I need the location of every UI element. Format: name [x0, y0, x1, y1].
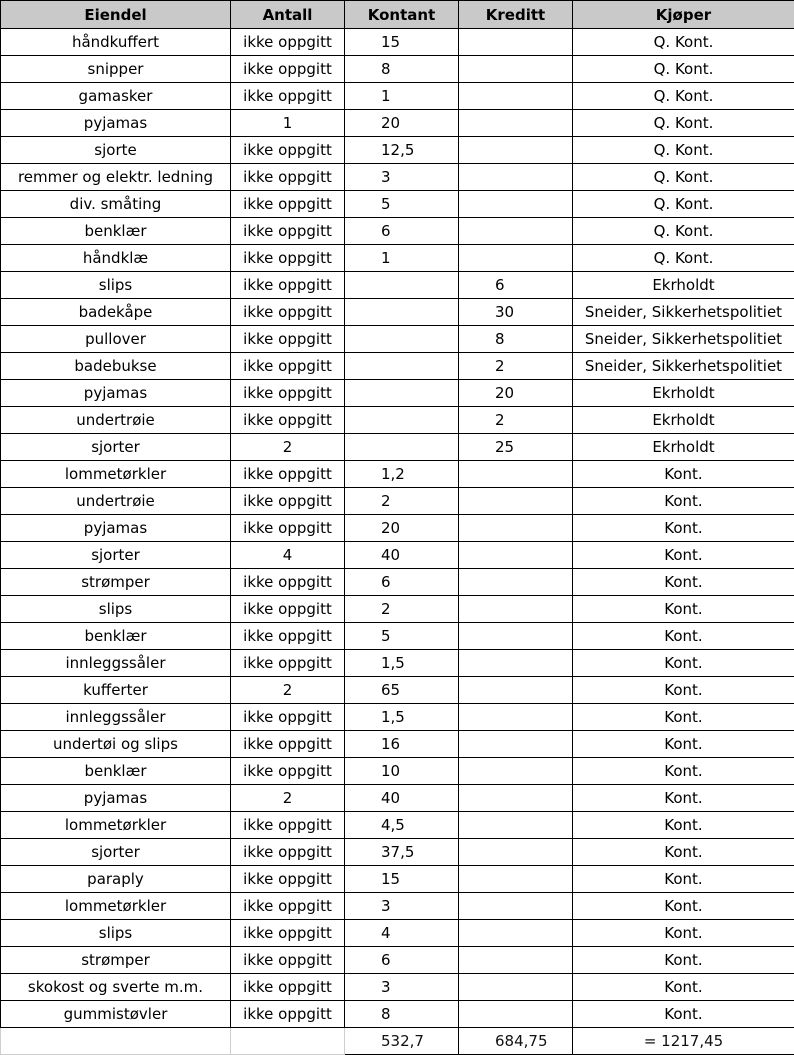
cell-antall: ikke oppgitt — [231, 623, 345, 650]
cell-kontant: 8 — [345, 1001, 459, 1028]
cell-antall: ikke oppgitt — [231, 461, 345, 488]
cell-antall: ikke oppgitt — [231, 704, 345, 731]
cell-antall: ikke oppgitt — [231, 272, 345, 299]
table-row — [1, 164, 794, 191]
cell-kontant: 4,5 — [345, 812, 459, 839]
cell-kjoper: Q. Kont. — [573, 245, 794, 272]
cell-kontant: 6 — [345, 569, 459, 596]
cell-kjoper: Kont. — [573, 596, 794, 623]
cell-eiendel: skokost og sverte m.m. — [1, 974, 231, 1001]
cell-antall: ikke oppgitt — [231, 164, 345, 191]
table-row — [1, 920, 794, 947]
table-row — [1, 218, 794, 245]
cell-antall: ikke oppgitt — [231, 974, 345, 1001]
cell-kreditt: 6 — [459, 272, 573, 299]
cell-kjoper: Q. Kont. — [573, 83, 794, 110]
cell-kjoper: Q. Kont. — [573, 110, 794, 137]
table-row — [1, 569, 794, 596]
table-row — [1, 704, 794, 731]
table-row — [1, 326, 794, 353]
cell-kreditt: 30 — [459, 299, 573, 326]
cell-antall: ikke oppgitt — [231, 488, 345, 515]
cell-antall: ikke oppgitt — [231, 650, 345, 677]
cell-eiendel: lommetørkler — [1, 812, 231, 839]
cell-kreditt — [459, 488, 573, 515]
cell-antall: ikke oppgitt — [231, 839, 345, 866]
cell-eiendel: håndklæ — [1, 245, 231, 272]
cell-kjoper: Kont. — [573, 731, 794, 758]
cell-antall: ikke oppgitt — [231, 515, 345, 542]
cell-kontant — [345, 380, 459, 407]
table-row — [1, 353, 794, 380]
cell-kontant: 40 — [345, 542, 459, 569]
table-row — [1, 272, 794, 299]
cell-antall: 4 — [231, 542, 345, 569]
cell-kontant: 8 — [345, 56, 459, 83]
cell-kreditt: 8 — [459, 326, 573, 353]
cell-kreditt — [459, 920, 573, 947]
table-row — [1, 245, 794, 272]
cell-kontant: 15 — [345, 866, 459, 893]
table-row — [1, 677, 794, 704]
cell-kreditt — [459, 29, 573, 56]
cell-antall: ikke oppgitt — [231, 353, 345, 380]
table-row — [1, 866, 794, 893]
cell-kreditt — [459, 137, 573, 164]
cell-kreditt — [459, 83, 573, 110]
table-row — [1, 785, 794, 812]
cell-kontant: 3 — [345, 974, 459, 1001]
cell-antall: 2 — [231, 434, 345, 461]
cell-antall: ikke oppgitt — [231, 920, 345, 947]
cell-kjoper: Q. Kont. — [573, 218, 794, 245]
table-row — [1, 893, 794, 920]
cell-eiendel: sjorter — [1, 434, 231, 461]
cell-kjoper: Ekrholdt — [573, 380, 794, 407]
cell-kontant — [345, 299, 459, 326]
cell-kjoper: Sneider, Sikkerhetspolitiet — [573, 299, 794, 326]
cell-antall: ikke oppgitt — [231, 893, 345, 920]
cell-kreditt — [459, 704, 573, 731]
cell-kjoper: Kont. — [573, 920, 794, 947]
cell-eiendel: benklær — [1, 623, 231, 650]
cell-kreditt: 20 — [459, 380, 573, 407]
grand-total: = 1217,45 — [573, 1028, 794, 1055]
cell-eiendel: badebukse — [1, 353, 231, 380]
cell-kreditt — [459, 1001, 573, 1028]
table-row — [1, 29, 794, 56]
cell-antall: ikke oppgitt — [231, 866, 345, 893]
cell-kreditt — [459, 164, 573, 191]
cell-kontant: 5 — [345, 191, 459, 218]
cell-kontant — [345, 407, 459, 434]
cell-kjoper: Sneider, Sikkerhetspolitiet — [573, 326, 794, 353]
cell-kontant: 12,5 — [345, 137, 459, 164]
cell-kjoper: Kont. — [573, 974, 794, 1001]
cell-antall: 2 — [231, 785, 345, 812]
total-kontant: 532,7 — [345, 1028, 459, 1055]
cell-antall: ikke oppgitt — [231, 245, 345, 272]
table-row — [1, 812, 794, 839]
header-kontant: Kontant — [345, 1, 459, 29]
cell-eiendel: sjorte — [1, 137, 231, 164]
totals-empty-cell — [1, 1028, 231, 1055]
cell-kjoper: Kont. — [573, 623, 794, 650]
cell-antall: ikke oppgitt — [231, 218, 345, 245]
table-row — [1, 1001, 794, 1028]
cell-kontant: 4 — [345, 920, 459, 947]
cell-eiendel: undertrøie — [1, 407, 231, 434]
cell-kontant: 1,2 — [345, 461, 459, 488]
cell-kreditt — [459, 785, 573, 812]
cell-kreditt — [459, 839, 573, 866]
header-kjoper: Kjøper — [573, 1, 794, 29]
cell-antall: ikke oppgitt — [231, 731, 345, 758]
cell-kontant: 2 — [345, 596, 459, 623]
cell-kreditt — [459, 245, 573, 272]
header-row — [1, 1, 794, 29]
cell-antall: ikke oppgitt — [231, 380, 345, 407]
table-row — [1, 56, 794, 83]
totals-empty-cell — [231, 1028, 345, 1055]
cell-kjoper: Kont. — [573, 866, 794, 893]
cell-antall: ikke oppgitt — [231, 596, 345, 623]
table-row — [1, 461, 794, 488]
cell-kontant: 3 — [345, 893, 459, 920]
cell-eiendel: innleggssåler — [1, 704, 231, 731]
table-row — [1, 974, 794, 1001]
cell-eiendel: paraply — [1, 866, 231, 893]
table-row — [1, 839, 794, 866]
table-row — [1, 299, 794, 326]
table-row — [1, 137, 794, 164]
cell-antall: 2 — [231, 677, 345, 704]
cell-eiendel: div. småting — [1, 191, 231, 218]
cell-kontant — [345, 272, 459, 299]
cell-kontant: 1 — [345, 83, 459, 110]
cell-kreditt — [459, 731, 573, 758]
cell-kreditt — [459, 56, 573, 83]
cell-kreditt — [459, 623, 573, 650]
cell-eiendel: undertrøie — [1, 488, 231, 515]
table-row — [1, 623, 794, 650]
cell-kreditt — [459, 974, 573, 1001]
header-kreditt: Kreditt — [459, 1, 573, 29]
cell-kontant: 16 — [345, 731, 459, 758]
cell-kjoper: Kont. — [573, 515, 794, 542]
cell-kjoper: Kont. — [573, 785, 794, 812]
cell-kreditt — [459, 866, 573, 893]
cell-kjoper: Ekrholdt — [573, 272, 794, 299]
cell-kontant — [345, 434, 459, 461]
cell-kreditt — [459, 947, 573, 974]
table-row — [1, 542, 794, 569]
cell-antall: ikke oppgitt — [231, 83, 345, 110]
cell-antall: ikke oppgitt — [231, 191, 345, 218]
cell-kjoper: Q. Kont. — [573, 137, 794, 164]
cell-kreditt — [459, 677, 573, 704]
cell-eiendel: lommetørkler — [1, 461, 231, 488]
cell-kreditt — [459, 218, 573, 245]
cell-eiendel: slips — [1, 920, 231, 947]
cell-antall: ikke oppgitt — [231, 812, 345, 839]
cell-kreditt — [459, 758, 573, 785]
table-row — [1, 758, 794, 785]
table-row — [1, 407, 794, 434]
cell-eiendel: kufferter — [1, 677, 231, 704]
cell-kjoper: Q. Kont. — [573, 29, 794, 56]
cell-antall: ikke oppgitt — [231, 326, 345, 353]
cell-kontant: 15 — [345, 29, 459, 56]
cell-kontant: 6 — [345, 218, 459, 245]
cell-eiendel: lommetørkler — [1, 893, 231, 920]
cell-eiendel: sjorter — [1, 839, 231, 866]
cell-antall: ikke oppgitt — [231, 1001, 345, 1028]
cell-kjoper: Kont. — [573, 677, 794, 704]
cell-kjoper: Kont. — [573, 542, 794, 569]
cell-eiendel: gummistøvler — [1, 1001, 231, 1028]
cell-kreditt — [459, 893, 573, 920]
cell-kontant: 2 — [345, 488, 459, 515]
cell-kontant: 40 — [345, 785, 459, 812]
table-row — [1, 515, 794, 542]
cell-kontant: 3 — [345, 164, 459, 191]
cell-kjoper: Kont. — [573, 488, 794, 515]
cell-kontant: 1 — [345, 245, 459, 272]
cell-kreditt — [459, 542, 573, 569]
cell-kjoper: Ekrholdt — [573, 434, 794, 461]
cell-eiendel: pyjamas — [1, 785, 231, 812]
cell-eiendel: undertøi og slips — [1, 731, 231, 758]
cell-kreditt — [459, 461, 573, 488]
cell-kjoper: Kont. — [573, 758, 794, 785]
cell-eiendel: gamasker — [1, 83, 231, 110]
cell-antall: ikke oppgitt — [231, 569, 345, 596]
cell-kjoper: Kont. — [573, 839, 794, 866]
cell-antall: ikke oppgitt — [231, 407, 345, 434]
cell-kjoper: Kont. — [573, 893, 794, 920]
cell-antall: ikke oppgitt — [231, 56, 345, 83]
totals-row — [1, 1028, 794, 1055]
cell-kjoper: Kont. — [573, 461, 794, 488]
table-row — [1, 380, 794, 407]
cell-kontant: 5 — [345, 623, 459, 650]
cell-kontant: 10 — [345, 758, 459, 785]
cell-eiendel: benklær — [1, 218, 231, 245]
cell-kreditt — [459, 650, 573, 677]
cell-eiendel: sjorter — [1, 542, 231, 569]
cell-antall: ikke oppgitt — [231, 947, 345, 974]
cell-eiendel: innleggssåler — [1, 650, 231, 677]
cell-kontant: 6 — [345, 947, 459, 974]
cell-eiendel: håndkuffert — [1, 29, 231, 56]
cell-antall: ikke oppgitt — [231, 29, 345, 56]
cell-eiendel: strømper — [1, 569, 231, 596]
cell-antall: ikke oppgitt — [231, 299, 345, 326]
cell-eiendel: pullover — [1, 326, 231, 353]
cell-eiendel: pyjamas — [1, 110, 231, 137]
cell-kjoper: Sneider, Sikkerhetspolitiet — [573, 353, 794, 380]
cell-eiendel: slips — [1, 596, 231, 623]
cell-kreditt — [459, 569, 573, 596]
table-row — [1, 650, 794, 677]
cell-kreditt — [459, 191, 573, 218]
header-antall: Antall — [231, 1, 345, 29]
cell-antall: ikke oppgitt — [231, 137, 345, 164]
cell-eiendel: strømper — [1, 947, 231, 974]
table-row — [1, 488, 794, 515]
cell-kontant: 65 — [345, 677, 459, 704]
table-row — [1, 83, 794, 110]
cell-kontant: 1,5 — [345, 704, 459, 731]
cell-kontant — [345, 353, 459, 380]
cell-kjoper: Kont. — [573, 812, 794, 839]
cell-eiendel: pyjamas — [1, 380, 231, 407]
table-row — [1, 731, 794, 758]
cell-kjoper: Kont. — [573, 704, 794, 731]
cell-kontant: 37,5 — [345, 839, 459, 866]
cell-kontant: 1,5 — [345, 650, 459, 677]
cell-eiendel: snipper — [1, 56, 231, 83]
total-kreditt: 684,75 — [459, 1028, 573, 1055]
cell-kontant: 20 — [345, 110, 459, 137]
cell-eiendel: benklær — [1, 758, 231, 785]
cell-kreditt — [459, 596, 573, 623]
cell-kreditt: 2 — [459, 407, 573, 434]
cell-kreditt — [459, 812, 573, 839]
cell-kjoper: Q. Kont. — [573, 164, 794, 191]
cell-antall: 1 — [231, 110, 345, 137]
table-row — [1, 434, 794, 461]
cell-kjoper: Kont. — [573, 650, 794, 677]
table-row — [1, 110, 794, 137]
cell-eiendel: remmer og elektr. ledning — [1, 164, 231, 191]
cell-eiendel: badekåpe — [1, 299, 231, 326]
cell-kontant: 20 — [345, 515, 459, 542]
cell-eiendel: slips — [1, 272, 231, 299]
cell-kjoper: Kont. — [573, 947, 794, 974]
cell-kjoper: Ekrholdt — [573, 407, 794, 434]
cell-kontant — [345, 326, 459, 353]
table-row — [1, 191, 794, 218]
cell-kreditt — [459, 110, 573, 137]
cell-kjoper: Q. Kont. — [573, 191, 794, 218]
cell-antall: ikke oppgitt — [231, 758, 345, 785]
cell-kreditt — [459, 515, 573, 542]
cell-eiendel: pyjamas — [1, 515, 231, 542]
table-row — [1, 947, 794, 974]
cell-kjoper: Kont. — [573, 569, 794, 596]
cell-kjoper: Kont. — [573, 1001, 794, 1028]
cell-kreditt: 25 — [459, 434, 573, 461]
cell-kreditt: 2 — [459, 353, 573, 380]
cell-kjoper: Q. Kont. — [573, 56, 794, 83]
header-eiendel: Eiendel — [1, 1, 231, 29]
table-row — [1, 596, 794, 623]
